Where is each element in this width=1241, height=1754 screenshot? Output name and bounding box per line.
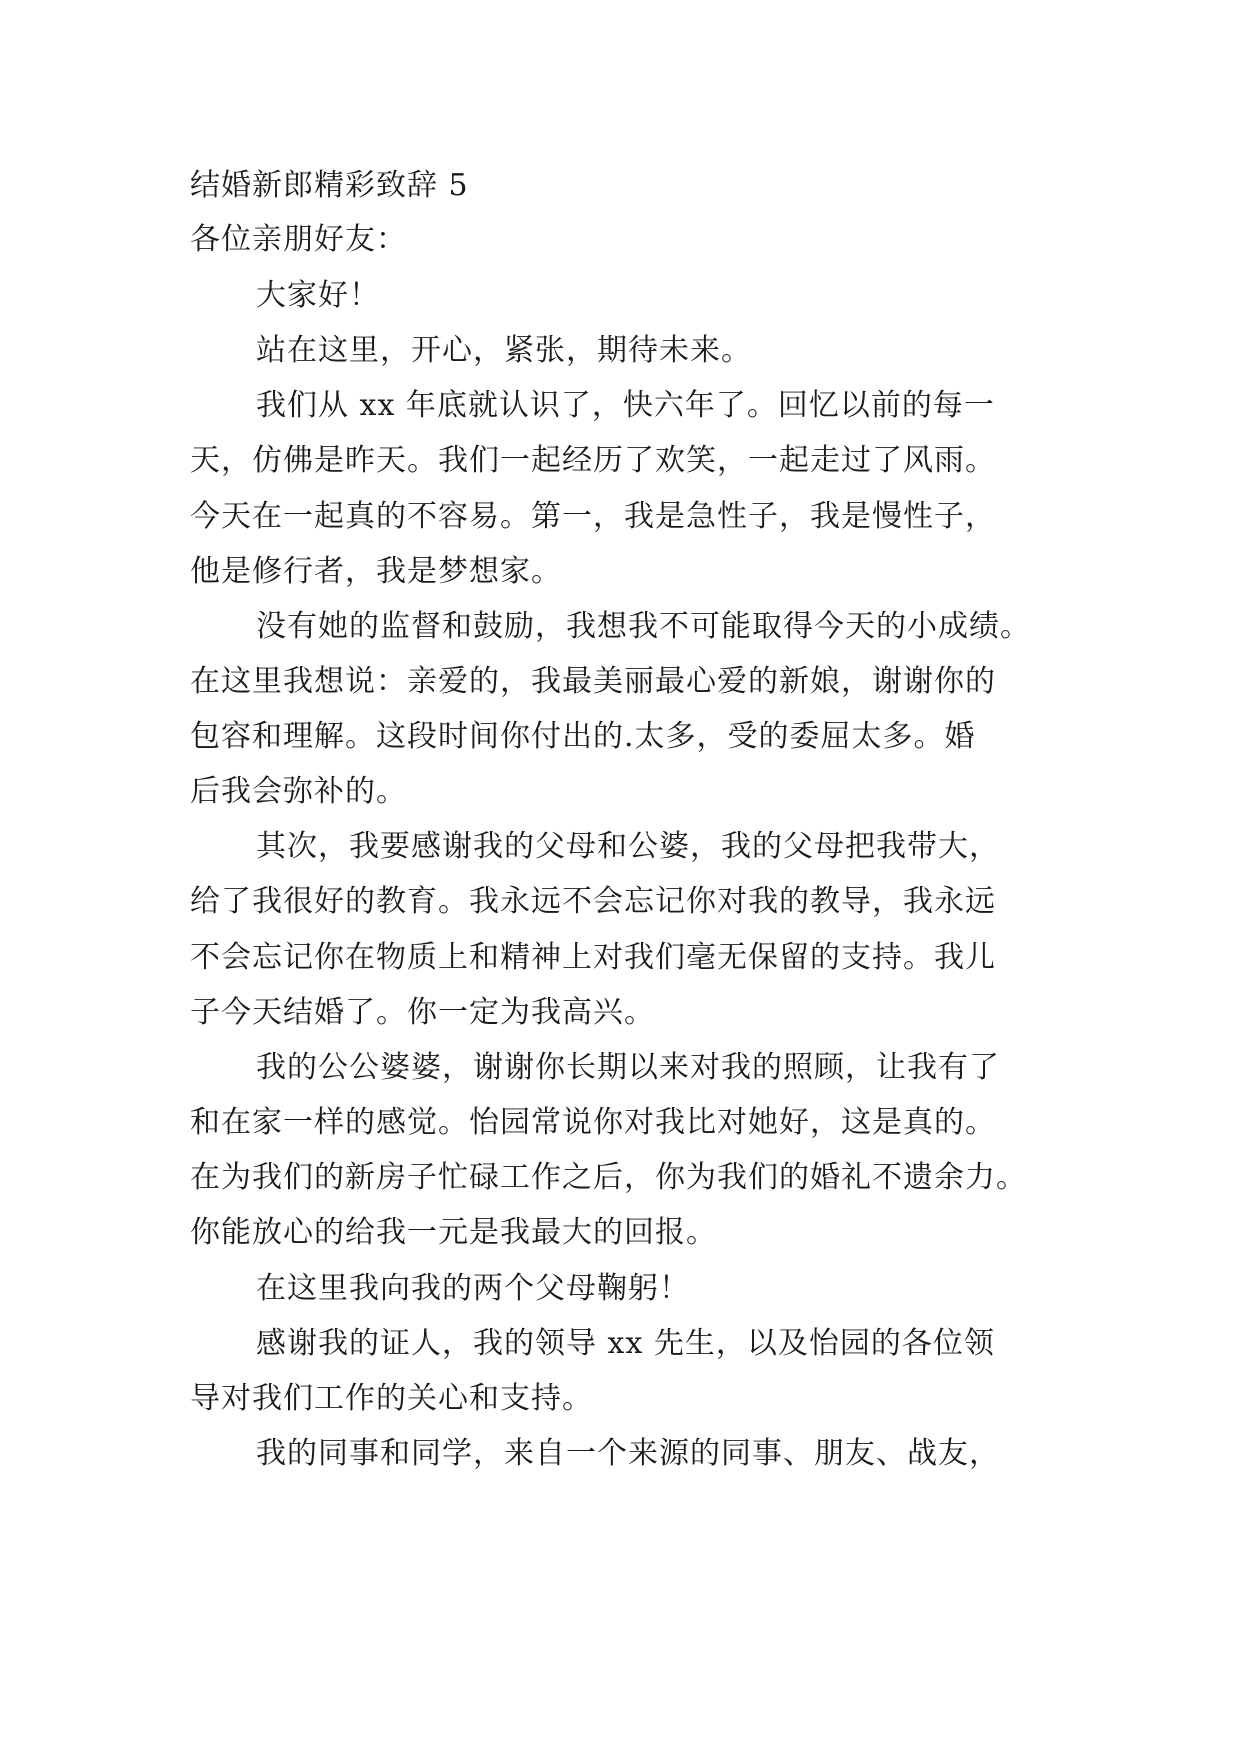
paragraph-line: 在这里我向我的两个父母鞠躬！ [256,1271,690,1306]
paragraph-line: 在为我们的新房子忙碌工作之后，你为我们的婚礼不遗余力。 [190,1160,1027,1195]
document-title: 结婚新郎精彩致辞 5 [190,168,469,203]
paragraph-line: 其次，我要感谢我的父母和公婆，我的父母把我带大， [256,829,1000,864]
paragraph-line: 我们从 xx 年底就认识了，快六年了。回忆以前的每一 [256,388,995,423]
paragraph-line: 他是修行者，我是梦想家。 [190,554,562,589]
paragraph-line: 我的公公婆婆，谢谢你长期以来对我的照顾，让我有了 [256,1050,1000,1085]
paragraph-line: 后我会弥补的。 [190,774,407,809]
paragraph-line: 今天在一起真的不容易。第一，我是急性子，我是慢性子， [190,499,996,534]
paragraph-line: 在这里我想说：亲爱的，我最美丽最心爱的新娘，谢谢你的 [190,664,996,699]
salutation-line: 各位亲朋好友： [190,222,407,257]
paragraph-line: 不会忘记你在物质上和精神上对我们毫无保留的支持。我儿 [190,940,996,975]
paragraph-line: 导对我们工作的关心和支持。 [190,1381,593,1416]
paragraph-line: 站在这里，开心，紧张，期待未来。 [256,333,752,368]
paragraph-line: 天，仿佛是昨天。我们一起经历了欢笑，一起走过了风雨。 [190,443,996,478]
paragraph-line: 给了我很好的教育。我永远不会忘记你对我的教导，我永远 [190,884,996,919]
paragraph-line: 你能放心的给我一元是我最大的回报。 [190,1215,717,1250]
paragraph-line: 子今天结婚了。你一定为我高兴。 [190,995,655,1030]
paragraph-line: 包容和理解。这段时间你付出的.太多，受的委屈太多。婚 [190,719,976,754]
paragraph-line: 没有她的监督和鼓励，我想我不可能取得今天的小成绩。 [256,609,1031,644]
paragraph-line: 大家好！ [256,278,380,313]
paragraph-line: 我的同事和同学，来自一个来源的同事、朋友、战友， [256,1436,1000,1471]
paragraph-line: 和在家一样的感觉。怡园常说你对我比对她好，这是真的。 [190,1105,996,1140]
paragraph-line: 感谢我的证人，我的领导 xx 先生，以及怡园的各位领 [256,1326,995,1361]
